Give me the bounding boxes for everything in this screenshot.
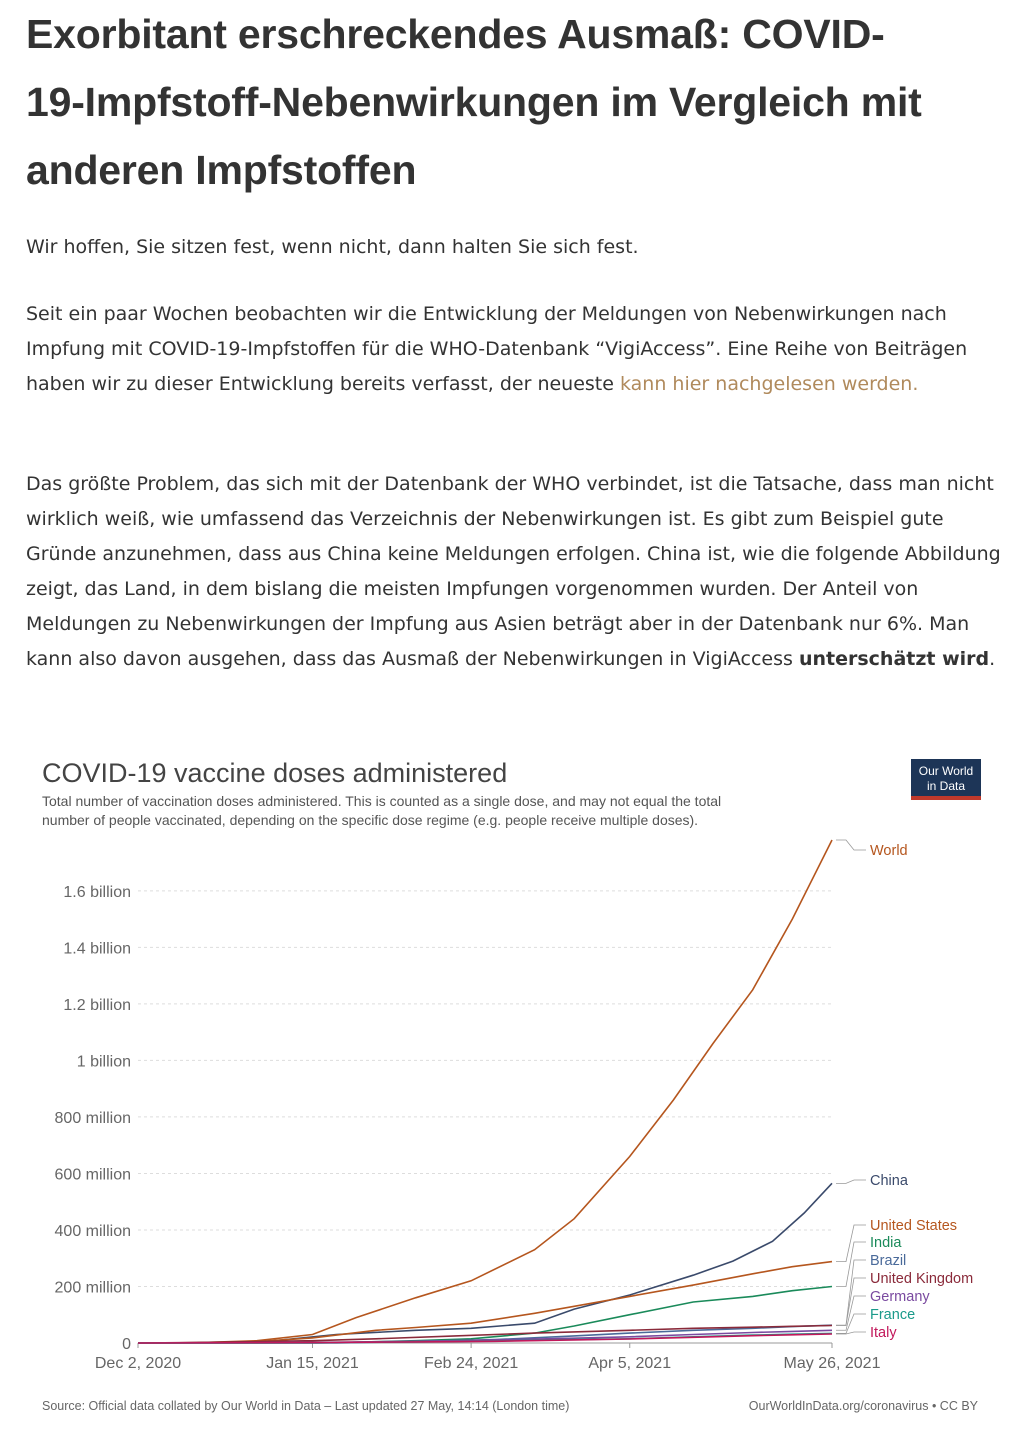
- label-connector: [836, 1332, 866, 1334]
- label-connector: [836, 1260, 866, 1325]
- x-tick-label: Dec 2, 2020: [94, 1355, 182, 1372]
- chart-credit[interactable]: OurWorldInData.org/coronavirus • CC BY: [748, 1399, 978, 1413]
- paragraph-text: Seit ein paar Wochen beobachten wir die Entwicklung der Meldungen von Nebenwirkungen nach Impfung mit COVID-19-Impfstoffen für die WHO-Datenbank “VigiAccess”. Eine Reihe von Beiträgen haben wir zu dieser Entwicklung bereits verfasst, der neueste: [26, 303, 968, 395]
- paragraph-problem: [26, 467, 1006, 677]
- label-connector: [836, 840, 866, 850]
- series-label-united-kingdom[interactable]: United Kingdom: [870, 1271, 974, 1287]
- y-tick-label: 400 million: [54, 1222, 131, 1240]
- y-tick-label: 800 million: [54, 1109, 131, 1127]
- intro-paragraph: Wir hoffen, Sie sitzen fest, wenn nicht, dann halten Sie sich fest.: [26, 236, 639, 258]
- title-line: Exorbitant erschreckendes Ausmaß: COVID-: [26, 11, 885, 57]
- label-connector: [836, 1242, 866, 1286]
- x-tick-label: Jan 15, 2021: [266, 1355, 359, 1372]
- paragraph-end: .: [989, 648, 996, 670]
- series-label-italy[interactable]: Italy: [870, 1325, 897, 1341]
- chart-subtitle-line: Total number of vaccination doses administered. This is counted as a single dose, and may not equal the total: [42, 793, 722, 809]
- x-tick-label: Apr 5, 2021: [588, 1355, 672, 1372]
- y-tick-label: 600 million: [54, 1166, 131, 1184]
- y-tick-label: 200 million: [54, 1279, 131, 1297]
- x-tick-label: Feb 24, 2021: [423, 1355, 519, 1372]
- series-lines: [138, 840, 832, 1343]
- series-label-china[interactable]: China: [870, 1173, 908, 1189]
- chart-subtitle-line: number of people vaccinated, depending on the specific dose regime (e.g. people receive multiple doses).: [42, 812, 699, 828]
- article-title: [26, 0, 1006, 204]
- label-connector: [836, 1225, 866, 1262]
- y-tick-label: 1.6 billion: [63, 883, 131, 901]
- article: [26, 0, 1006, 670]
- paragraph-text: Das größte Problem, das sich mit der Datenbank der WHO verbindet, ist die Tatsache, dass man nicht wirklich weiß, wie umfassend das Verzeichnis der Nebenwirkungen ist. Es gibt zum Beispiel gute Gründe anzunehmen, dass aus China keine Meldungen erfolgen. China ist, wie die folgende Abbildung zeigt, das Land, in dem bislang die meisten Impfungen vorgenommen wurden. Der Anteil von Meldungen zu Nebenwirkungen der Impfung aus Asien beträgt aber in der Datenbank nur 6%. Man kann also davon ausgehen, dass das Ausmaß der Nebenwirkungen in VigiAccess: [26, 473, 1001, 670]
- owid-logo[interactable]: [911, 759, 981, 800]
- x-tick-label: May 26, 2021: [783, 1355, 881, 1372]
- read-more-link[interactable]: kann hier nachgelesen werden.: [619, 373, 919, 395]
- bold-emphasis: unterschätzt wird: [798, 648, 990, 670]
- y-tick-label: 0: [122, 1336, 131, 1353]
- chart-title: COVID-19 vaccine doses administered: [42, 758, 508, 788]
- vaccine-doses-chart: [26, 745, 1006, 1425]
- series-labels: [836, 840, 973, 1341]
- series-label-brazil[interactable]: Brazil: [870, 1253, 907, 1269]
- paragraph-vigiaccess: [26, 297, 1006, 402]
- label-connector: [836, 1180, 866, 1183]
- series-line-china[interactable]: [138, 1183, 832, 1343]
- series-label-world[interactable]: World: [870, 843, 908, 859]
- y-tick-label: 1.2 billion: [63, 996, 131, 1014]
- series-label-india[interactable]: India: [870, 1235, 902, 1251]
- series-label-united-states[interactable]: United States: [870, 1218, 958, 1234]
- chart-svg: [26, 745, 1006, 1425]
- grid: [55, 884, 832, 1353]
- series-label-germany[interactable]: Germany: [870, 1289, 930, 1305]
- chart-source: Source: Official data collated by Our World in Data – Last updated 27 May, 14:14 (London time): [42, 1399, 570, 1413]
- series-line-world[interactable]: [138, 840, 832, 1343]
- y-tick-label: 1.4 billion: [63, 940, 131, 958]
- y-tick-label: 1 billion: [76, 1053, 131, 1071]
- title-line: anderen Impfstoffen: [26, 147, 417, 193]
- title-line: 19-Impfstoff-Nebenwirkungen im Vergleich mit: [26, 79, 922, 125]
- owid-logo-text: Our World: [918, 764, 974, 778]
- x-axis: [95, 1343, 881, 1372]
- series-label-france[interactable]: France: [870, 1307, 916, 1323]
- owid-logo-text: in Data: [926, 779, 966, 793]
- owid-logo-bar: [911, 796, 981, 800]
